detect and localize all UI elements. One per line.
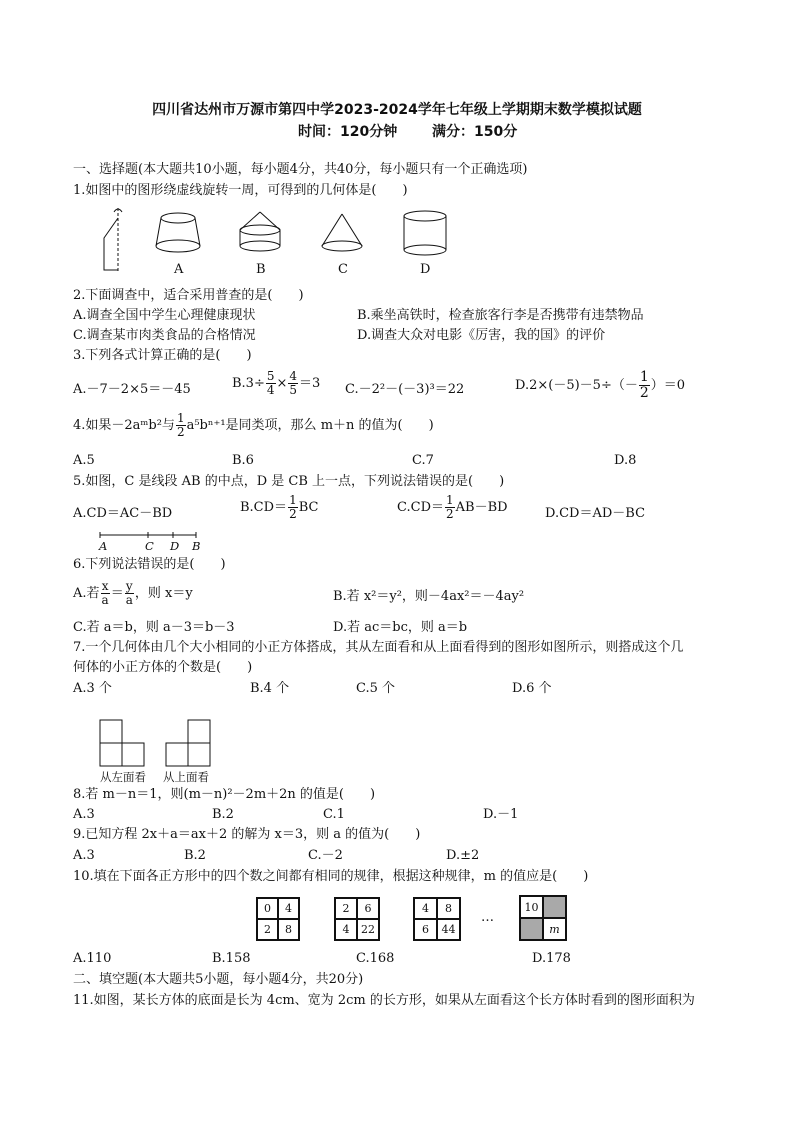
q5-option-a: A.CD＝AC－BD bbox=[73, 506, 173, 521]
q10-option-b: B.158 bbox=[212, 951, 251, 966]
q10-grid-2-cell: 6 bbox=[357, 898, 379, 919]
q10-grid-3 bbox=[413, 897, 461, 941]
q10-grid-3-cell: 6 bbox=[414, 919, 437, 940]
q4-option-a: A.5 bbox=[73, 453, 95, 468]
q1-option-d-cylinder bbox=[404, 211, 446, 255]
q10-grid-4-cell-shaded bbox=[543, 896, 566, 918]
q1-option-c-cone bbox=[322, 214, 362, 251]
q3-option-a: A.－7－2×5＝－45 bbox=[73, 382, 191, 397]
q10-grid-3-cell: 8 bbox=[437, 898, 460, 919]
q9-option-b: B.2 bbox=[184, 848, 206, 863]
q2-option-a: A.调查全国中学生心理健康现状 bbox=[73, 308, 256, 323]
q10-option-a: A.110 bbox=[73, 951, 112, 966]
q10-grid-2-cell: 22 bbox=[357, 919, 379, 940]
q4-option-c: C.7 bbox=[412, 453, 434, 468]
q9-stem: 9.已知方程 2x＋a＝ax＋2 的解为 x＝3，则 a 的值为( ) bbox=[73, 827, 421, 842]
q1-source-shape bbox=[104, 208, 122, 272]
q10-grid-4 bbox=[519, 895, 567, 941]
q7-left-view-label: 从左面看 bbox=[100, 770, 146, 784]
q5-stem: 5.如图，C 是线段 AB 的中点，D 是 CB 上一点，下列说法错误的是( ) bbox=[73, 474, 505, 489]
q8-option-c: C.1 bbox=[323, 807, 345, 822]
q7-option-b: B.4 个 bbox=[250, 681, 290, 696]
q8-option-b: B.2 bbox=[212, 807, 234, 822]
q7-left-view bbox=[100, 720, 144, 766]
q10-grid-1-cell: 0 bbox=[257, 898, 278, 919]
q3-option-c: C.－2²－(－3)³＝22 bbox=[345, 382, 465, 397]
q2-option-d: D.调查大众对电影《厉害，我的国》的评价 bbox=[357, 328, 606, 343]
q2-option-b: B.乘坐高铁时，检查旅客行李是否携带有违禁物品 bbox=[357, 308, 644, 323]
q8-option-d: D.－1 bbox=[483, 807, 519, 822]
q8-stem: 8.若 m－n＝1，则(m－n)²－2m＋2n 的值是( ) bbox=[73, 787, 376, 802]
q9-option-c: C.－2 bbox=[308, 848, 343, 863]
q10-grid-3-cell: 44 bbox=[437, 919, 460, 940]
q3-option-d: D.2×(－5)－5÷（－ $\frac{1}{2}$ ）＝0 bbox=[515, 369, 686, 401]
q7-stem-line2: 何体的小正方体的个数是( ) bbox=[73, 660, 253, 675]
q10-grid-2 bbox=[334, 897, 380, 941]
q7-stem-line1: 7.一个几何体由几个大小相同的小正方体搭成，其从左面看和从上面看得到的图形如图所示，则搭成这个几 bbox=[73, 640, 684, 655]
exam-time: 时间：120分钟 bbox=[298, 124, 398, 140]
q3-option-b: B.3÷ $\frac{5}{4}$ × $\frac{4}{5}$ ＝3 bbox=[232, 369, 321, 397]
q1-option-a-frustum bbox=[156, 213, 200, 252]
q1-label-d: D bbox=[420, 262, 431, 277]
q10-grid-1 bbox=[256, 897, 300, 941]
q10-grid-1-cell: 2 bbox=[257, 919, 278, 940]
q1-figure bbox=[92, 208, 462, 278]
q10-grid-4-cell-shaded bbox=[520, 918, 543, 940]
q4-option-d: D.8 bbox=[614, 453, 637, 468]
q10-grid-1-cell: 8 bbox=[278, 919, 299, 940]
q1-label-b: B bbox=[256, 262, 266, 277]
q7-option-a: A.3 个 bbox=[73, 681, 112, 696]
q2-stem: 2.下面调查中，适合采用普查的是( ) bbox=[73, 288, 304, 303]
q10-option-d: D.178 bbox=[532, 951, 571, 966]
q5-option-d: D.CD＝AD－BC bbox=[545, 506, 646, 521]
q8-option-a: A.3 bbox=[73, 807, 95, 822]
q6-option-b: B.若 x²＝y²，则－4ax²＝－4ay² bbox=[333, 589, 525, 604]
q1-option-b-cone-cylinder bbox=[240, 212, 280, 251]
q5-point-c: C bbox=[145, 539, 154, 553]
q10-grid-1-cell: 4 bbox=[278, 898, 299, 919]
q4-option-b: B.6 bbox=[232, 453, 254, 468]
q11-stem: 11.如图，某长方体的底面是长为 4cm、宽为 2cm 的长方形，如果从左面看这个长方体时看到的图形面积为 bbox=[73, 993, 695, 1008]
q10-stem: 10.填在下面各正方形中的四个数之间都有相同的规律，根据这种规律，m 的值应是( ) bbox=[73, 869, 589, 884]
q7-top-view bbox=[166, 720, 210, 766]
q10-grid-4-cell-m: m bbox=[543, 918, 566, 940]
q7-top-view-label: 从上面看 bbox=[163, 770, 209, 784]
section-fill-heading: 二、填空题(本大题共5小题，每小题4分，共20分) bbox=[73, 972, 364, 987]
q5-point-a: A bbox=[99, 539, 108, 553]
q10-ellipsis: … bbox=[481, 910, 494, 925]
q10-option-c: C.168 bbox=[356, 951, 395, 966]
q5-point-b: B bbox=[192, 539, 201, 553]
q3-stem: 3.下列各式计算正确的是( ) bbox=[73, 348, 252, 363]
q6-stem: 6.下列说法错误的是( ) bbox=[73, 557, 226, 572]
q5-point-d: D bbox=[170, 539, 180, 553]
q1-label-a: A bbox=[174, 262, 184, 277]
q4-stem: 4.如果－2aᵐb²与 $\frac{1}{2}$ a⁵bⁿ⁺¹是同类项，那么 m＋n 的值为( ) bbox=[73, 411, 434, 439]
q6-option-a: A.若 $\frac{x}{a}$ ＝ $\frac{y}{a}$ ，则 x＝y bbox=[73, 579, 193, 607]
q7-views-figure bbox=[100, 720, 220, 768]
q6-option-d: D.若 ac＝bc，则 a＝b bbox=[333, 620, 468, 635]
q6-option-c: C.若 a＝b，则 a－3＝b－3 bbox=[73, 620, 235, 635]
q5-option-b: B.CD＝ $\frac{1}{2}$ BC bbox=[240, 493, 319, 521]
q10-grid-4-cell-tl: 10 bbox=[520, 896, 543, 918]
q2-option-c: C.调查某市肉类食品的合格情况 bbox=[73, 328, 256, 343]
section-choice-heading: 一、选择题(本大题共10小题，每小题4分，共40分，每小题只有一个正确选项) bbox=[73, 162, 528, 177]
q10-grid-2-cell: 2 bbox=[335, 898, 357, 919]
q1-stem: 1.如图中的图形绕虚线旋转一周，可得到的几何体是( ) bbox=[73, 183, 408, 198]
q7-option-d: D.6 个 bbox=[512, 681, 552, 696]
q1-label-c: C bbox=[338, 262, 348, 277]
q9-option-a: A.3 bbox=[73, 848, 95, 863]
q7-option-c: C.5 个 bbox=[356, 681, 396, 696]
q10-grid-3-cell: 4 bbox=[414, 898, 437, 919]
q10-grid-2-cell: 4 bbox=[335, 919, 357, 940]
exam-title: 四川省达州市万源市第四中学2023-2024学年七年级上学期期末数学模拟试题 bbox=[152, 102, 642, 118]
q5-option-c: C.CD＝ $\frac{1}{2}$ AB－BD bbox=[397, 493, 508, 521]
q9-option-d: D.±2 bbox=[446, 848, 480, 863]
exam-score: 满分：150分 bbox=[432, 124, 518, 140]
